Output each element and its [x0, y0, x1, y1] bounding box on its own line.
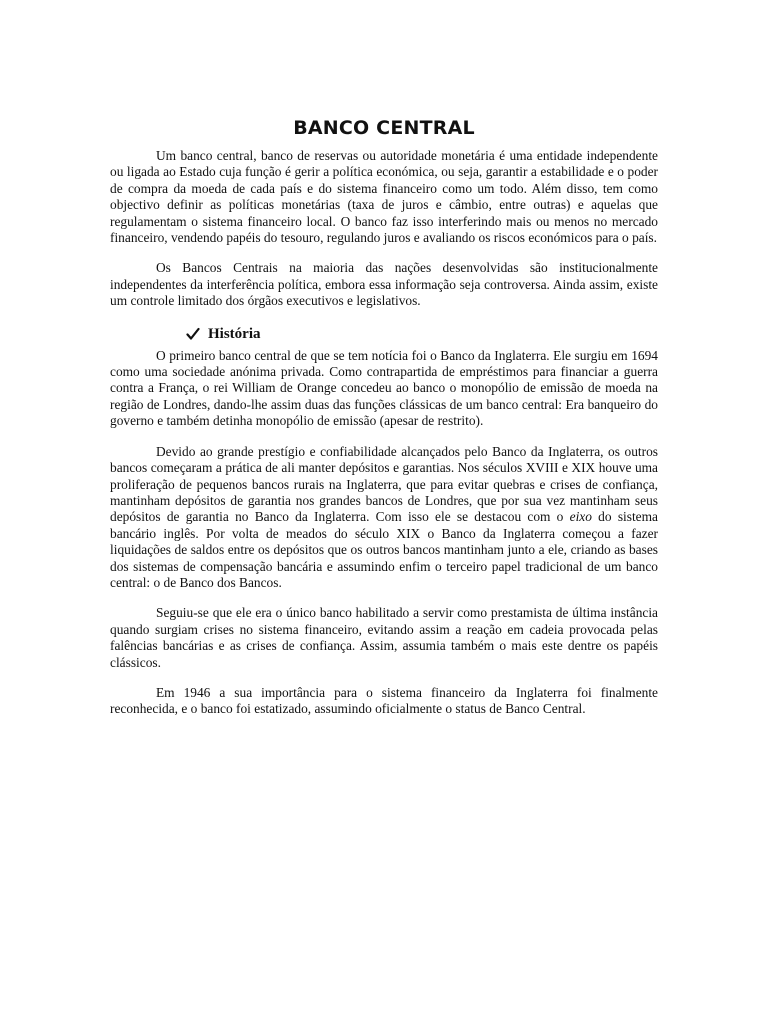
document-title: BANCO CENTRAL: [293, 117, 475, 139]
historia-paragraph-1: O primeiro banco central de que se tem notícia foi o Banco da Inglaterra. Ele surgiu em 1694 como uma sociedade anónima privada. Como contrapartida de empréstimos para financiar a guerra contra a França, o rei William de Orange concedeu ao banco o monopólio de emissão de moeda na região de Londres, dando-lhe assim duas das funções clássicas de um banco central: Era banqueiro do governo e também detinha monopólio de emissão (apesar de restrito).: [110, 347, 658, 429]
intro-paragraph-2: Os Bancos Centrais na maioria das nações desenvolvidas são institucionalmente independentes da interferência política, embora essa informação seja controversa. Ainda assim, existe um controle limitado dos órgãos executivos e legislativos.: [110, 260, 658, 309]
document-body: [110, 116, 658, 732]
historia-paragraph-2-text-b: do sistema bancário inglês. Por volta de meados do século XIX o Banco da Inglaterra começou a fazer liquidações de saldos entre os depósitos que os outros bancos mantinham junto a ele, criando as bases dos sistemas de compensação bancária e assumindo enfim o terceiro papel tradicional de um banco central: o de Banco dos Bancos.: [110, 509, 658, 590]
historia-paragraph-2-italic: eixo: [569, 509, 592, 525]
section-heading-label: História: [208, 325, 261, 342]
section-heading-historia: [186, 324, 658, 344]
historia-paragraph-2-text-a: Devido ao grande prestígio e confiabilidade alcançados pelo Banco da Inglaterra, os outros bancos começaram a prática de ali manter depósitos e garantias. Nos séculos XVIII e XIX houve uma proliferação de pequenos bancos rurais na Inglaterra, que para evitar quebras e crises de confiança, mantinham depósitos de garantia nos grandes bancos de Londres, que por sua vez mantinham seus depósitos de garantia no Banco da Inglaterra. Com isso ele se destacou com o: [110, 443, 658, 525]
check-icon: [186, 327, 200, 341]
historia-paragraph-2: [110, 444, 658, 592]
intro-paragraph-1: Um banco central, banco de reservas ou autoridade monetária é uma entidade independente ou ligada ao Estado cuja função é gerir a política económica, ou seja, garantir a estabilidade e o poder de compra da moeda de cada país e do sistema financeiro como um todo. Além disso, tem como objectivo definir as políticas monetárias (taxa de juros e câmbio, entre outras) e aquelas que regulamentam o sistema financeiro local. O banco faz isso interferindo mais ou menos no mercado financeiro, vendendo papéis do tesouro, regulando juros e avaliando os riscos económicos para o país.: [110, 148, 658, 246]
historia-paragraph-3: Seguiu-se que ele era o único banco habilitado a servir como prestamista de última instância quando surgiam crises no sistema financeiro, evitando assim a reação em cadeia provocada pelas falências bancárias e as crises de confiança. Assim, assumia também o mais este dentre os papéis clássicos.: [110, 605, 658, 670]
historia-paragraph-4: Em 1946 a sua importância para o sistema financeiro da Inglaterra foi finalmente reconhecida, e o banco foi estatizado, assumindo oficialmente o status de Banco Central.: [110, 684, 658, 717]
